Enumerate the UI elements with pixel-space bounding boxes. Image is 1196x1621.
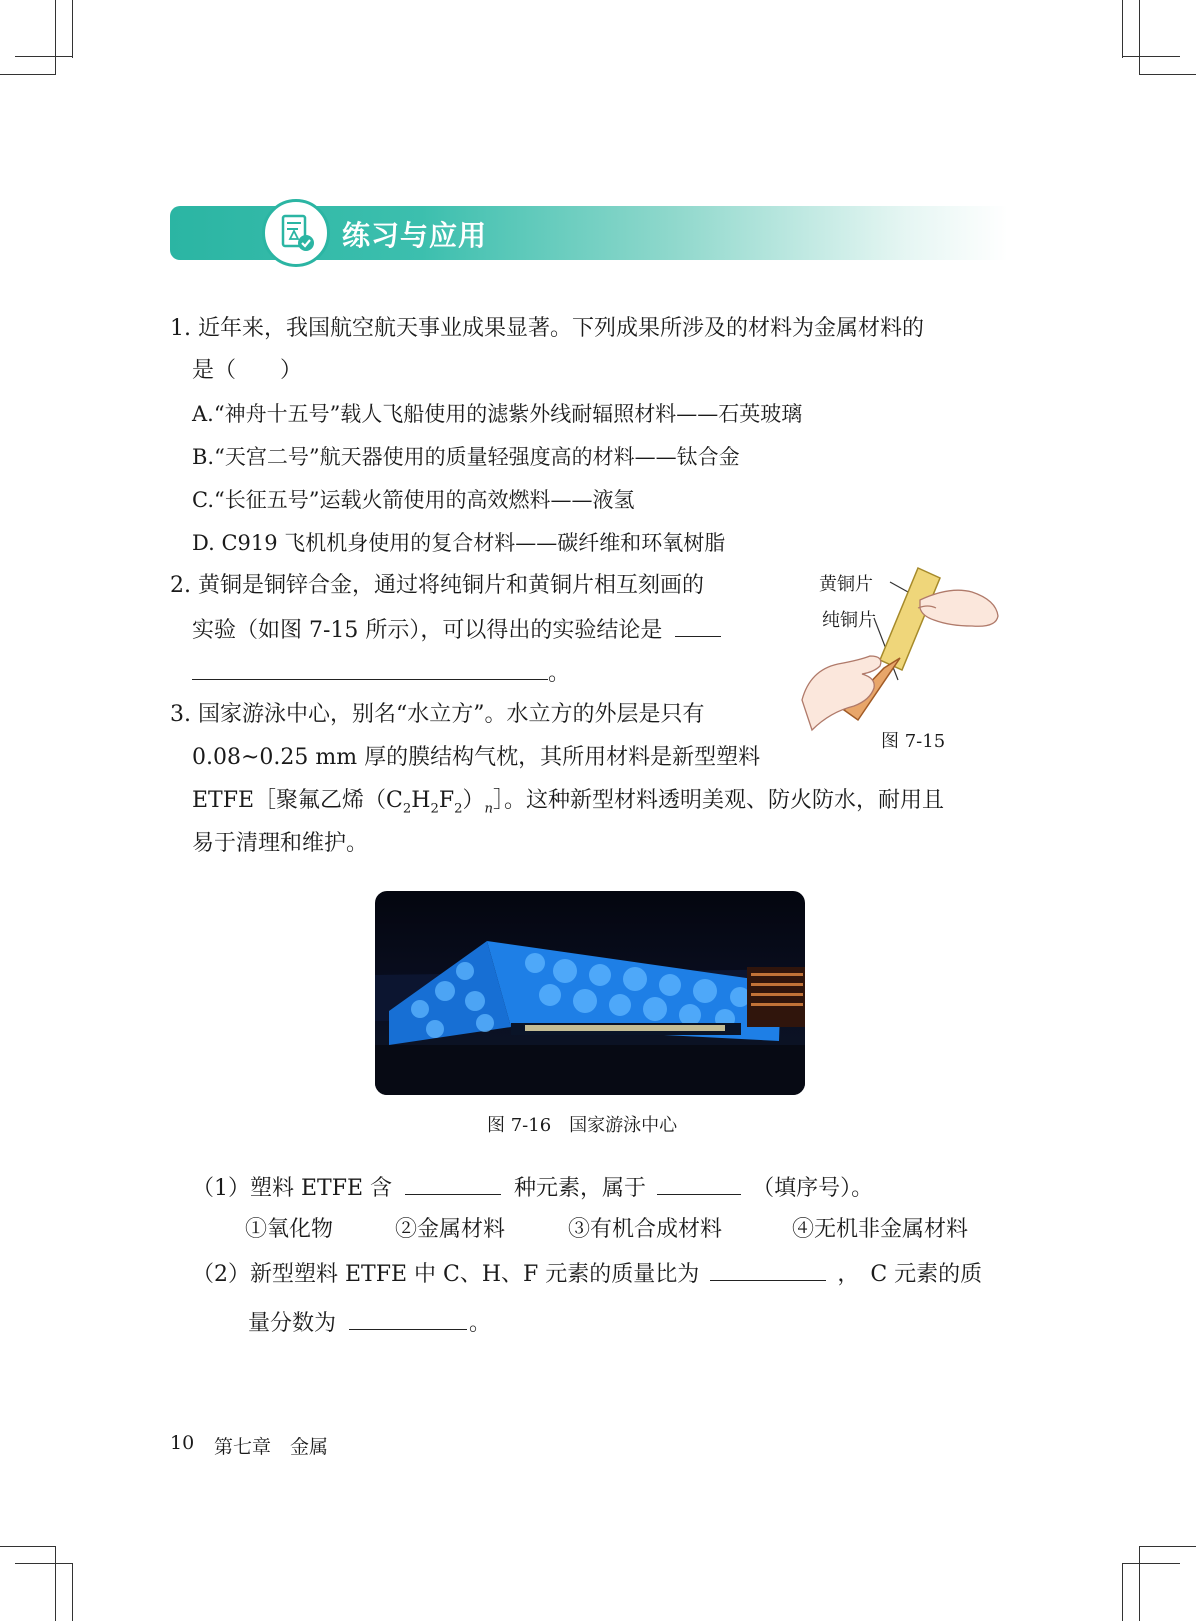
q1-stem-cont: 是（ ） xyxy=(192,358,303,383)
water-cube-photo xyxy=(375,891,805,1095)
choice-1: ①氧化物 xyxy=(245,1217,334,1242)
choice-4: ④无机非金属材料 xyxy=(792,1217,969,1242)
q3-part-2-cont: 量分数为 。 xyxy=(248,1307,491,1339)
q1-option-c: C.“长征五号”运载火箭使用的高效燃料——液氢 xyxy=(192,488,635,512)
q2-stem: 2. 黄铜是铜锌合金，通过将纯铜片和黄铜片相互刻画的 xyxy=(170,573,704,598)
page-number: 10 xyxy=(170,1432,195,1454)
q3-stem-cont: 0.08~0.25 mm 厚的膜结构气枕，其所用材料是新型塑料 xyxy=(192,745,761,770)
figure-7-16-caption: 图 7-16 国家游泳中心 xyxy=(487,1115,678,1136)
q3-part-1: （1）塑料 ETFE 含 种元素，属于 （填序号）。 xyxy=(192,1172,873,1204)
q3-stem: 3. 国家游泳中心，别名“水立方”。水立方的外层是只有 xyxy=(170,702,705,727)
figure-label-brass: 黄铜片 xyxy=(819,574,873,595)
element-count-blank[interactable] xyxy=(405,1172,501,1195)
q2-text: 实验（如图 7-15 所示），可以得出的实验结论是 xyxy=(192,618,663,643)
q1-option-b: B.“天宫二号”航天器使用的质量轻强度高的材料——钛合金 xyxy=(192,445,740,469)
q1-stem: 1. 近年来，我国航空航天事业成果显著。下列成果所涉及的材料为金属材料的 xyxy=(170,316,924,341)
choice-2: ②金属材料 xyxy=(395,1217,506,1242)
q2-stem-end: 。 xyxy=(192,657,570,689)
q3-part-2: （2）新型塑料 ETFE 中 C、H、F 元素的质量比为 ， C 元素的质 xyxy=(192,1258,982,1290)
q3-formula-line: ETFE［聚氟乙烯$(C_2H_2F_2)_n]$。这种新型材料透明美观、防火防水，耐用且 xyxy=(192,788,945,817)
choice-3: ③有机合成材料 xyxy=(568,1217,723,1242)
q1-option-a: A.“神舟十五号”载人飞船使用的滤紫外线耐辐照材料——石英玻璃 xyxy=(192,402,803,426)
figure-label-copper: 纯铜片 xyxy=(822,610,876,631)
figure-7-15-caption: 图 7-15 xyxy=(881,731,946,752)
q2-answer-blank[interactable] xyxy=(675,614,721,637)
q2-stem-cont xyxy=(192,614,721,646)
mass-fraction-blank[interactable] xyxy=(349,1307,467,1330)
material-type-blank[interactable] xyxy=(657,1172,741,1195)
section-title: 练习与应用 xyxy=(342,219,488,252)
worksheet-check-icon xyxy=(262,199,330,267)
q3-stem-end: 易于清理和维护。 xyxy=(192,831,369,856)
q2-answer-blank-cont[interactable] xyxy=(192,657,548,680)
q1-option-d: D. C919 飞机机身使用的复合材料——碳纤维和环氧树脂 xyxy=(192,531,726,555)
chapter-title: 第七章 金属 xyxy=(214,1436,329,1458)
mass-ratio-blank[interactable] xyxy=(710,1258,826,1281)
copper-brass-scratch-illustration xyxy=(800,560,1010,732)
